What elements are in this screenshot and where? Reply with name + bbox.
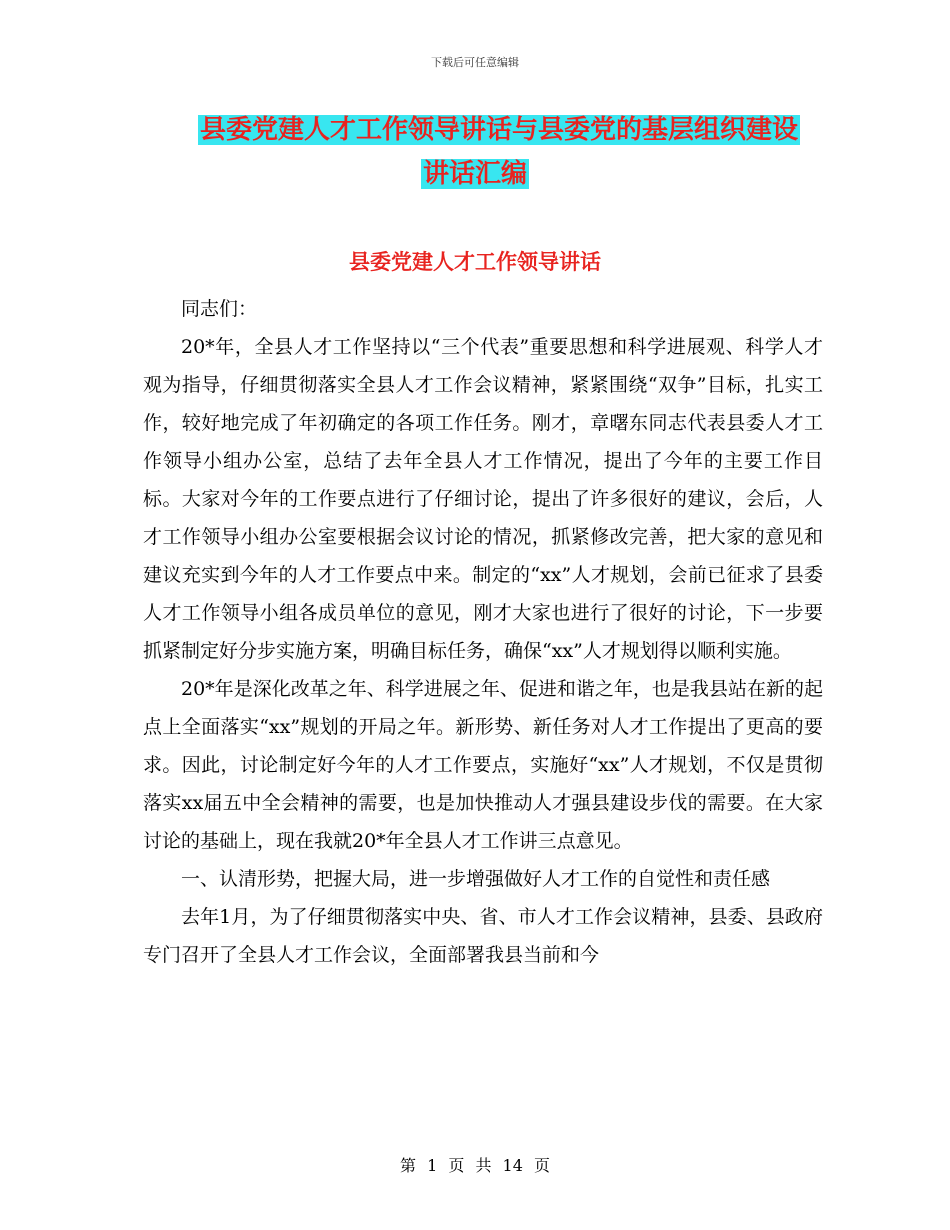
paragraph: 去年1月，为了仔细贯彻落实中央、省、市人才工作会议精神，县委、县政府专门召开了全县人才工作会议，全面部署我县当前和今 [143,906,823,966]
paragraph-salutation: 同志们： [181,298,258,320]
paragraph: 20*年，全县人才工作坚持以“三个代表”重要思想和科学进展观、科学人才观为指导，仔细贯彻落实全县人才工作会议精神，紧紧围绕“双争”目标，扎实工作，较好地完成了年初确定的各项工作任务。刚才，章曙东同志代表县委人才工作领导小组办公室，总结了去年全县人才工作情况，提出了今年的主要工作目标。大家对今年的工作要点进行了仔细讨论，提出了许多很好的建议，会后，人才工作领导小组办公室要根据会议讨论的情况，抓紧修改完善，把大家的意见和建议充实到今年的人才工作要点中来。制定的“xx”人才规划，会前已征求了县委人才工作领导小组各成员单位的意见，刚才大家也进行了很好的讨论，下一步要抓紧制定好分步实施方案，明确目标任务，确保“xx”人才规划得以顺利实施。 [143,336,823,662]
paragraph: 20*年是深化改革之年、科学进展之年、促进和谐之年，也是我县站在新的起点上全面落实“xx”规划的开局之年。新形势、新任务对人才工作提出了更高的要求。因此，讨论制定好今年的人才工作要点，实施好“xx”人才规划，不仅是贯彻落实xx届五中全会精神的需要，也是加快推动人才强县建设步伐的需要。在大家讨论的基础上，现在我就20*年全县人才工作讲三点意见。 [143,678,823,852]
title-highlight-2: 讲话汇编 [422,159,527,189]
paragraph-heading: 一、认清形势，把握大局，进一步增强做好人才工作的自觉性和责任感 [181,868,771,890]
document-title-line-1 [24,110,950,150]
header-note: 下载后可任意编辑 [431,56,519,69]
page-footer: 第 1 页 共 14 页 [400,1156,550,1175]
title-highlight-1: 县委党建人才工作领导讲话与县委党的基层组织建设 [199,115,798,145]
section-title: 县委党建人才工作领导讲话 [349,250,601,274]
document-title-line-2 [0,154,950,194]
document-body [143,290,823,974]
